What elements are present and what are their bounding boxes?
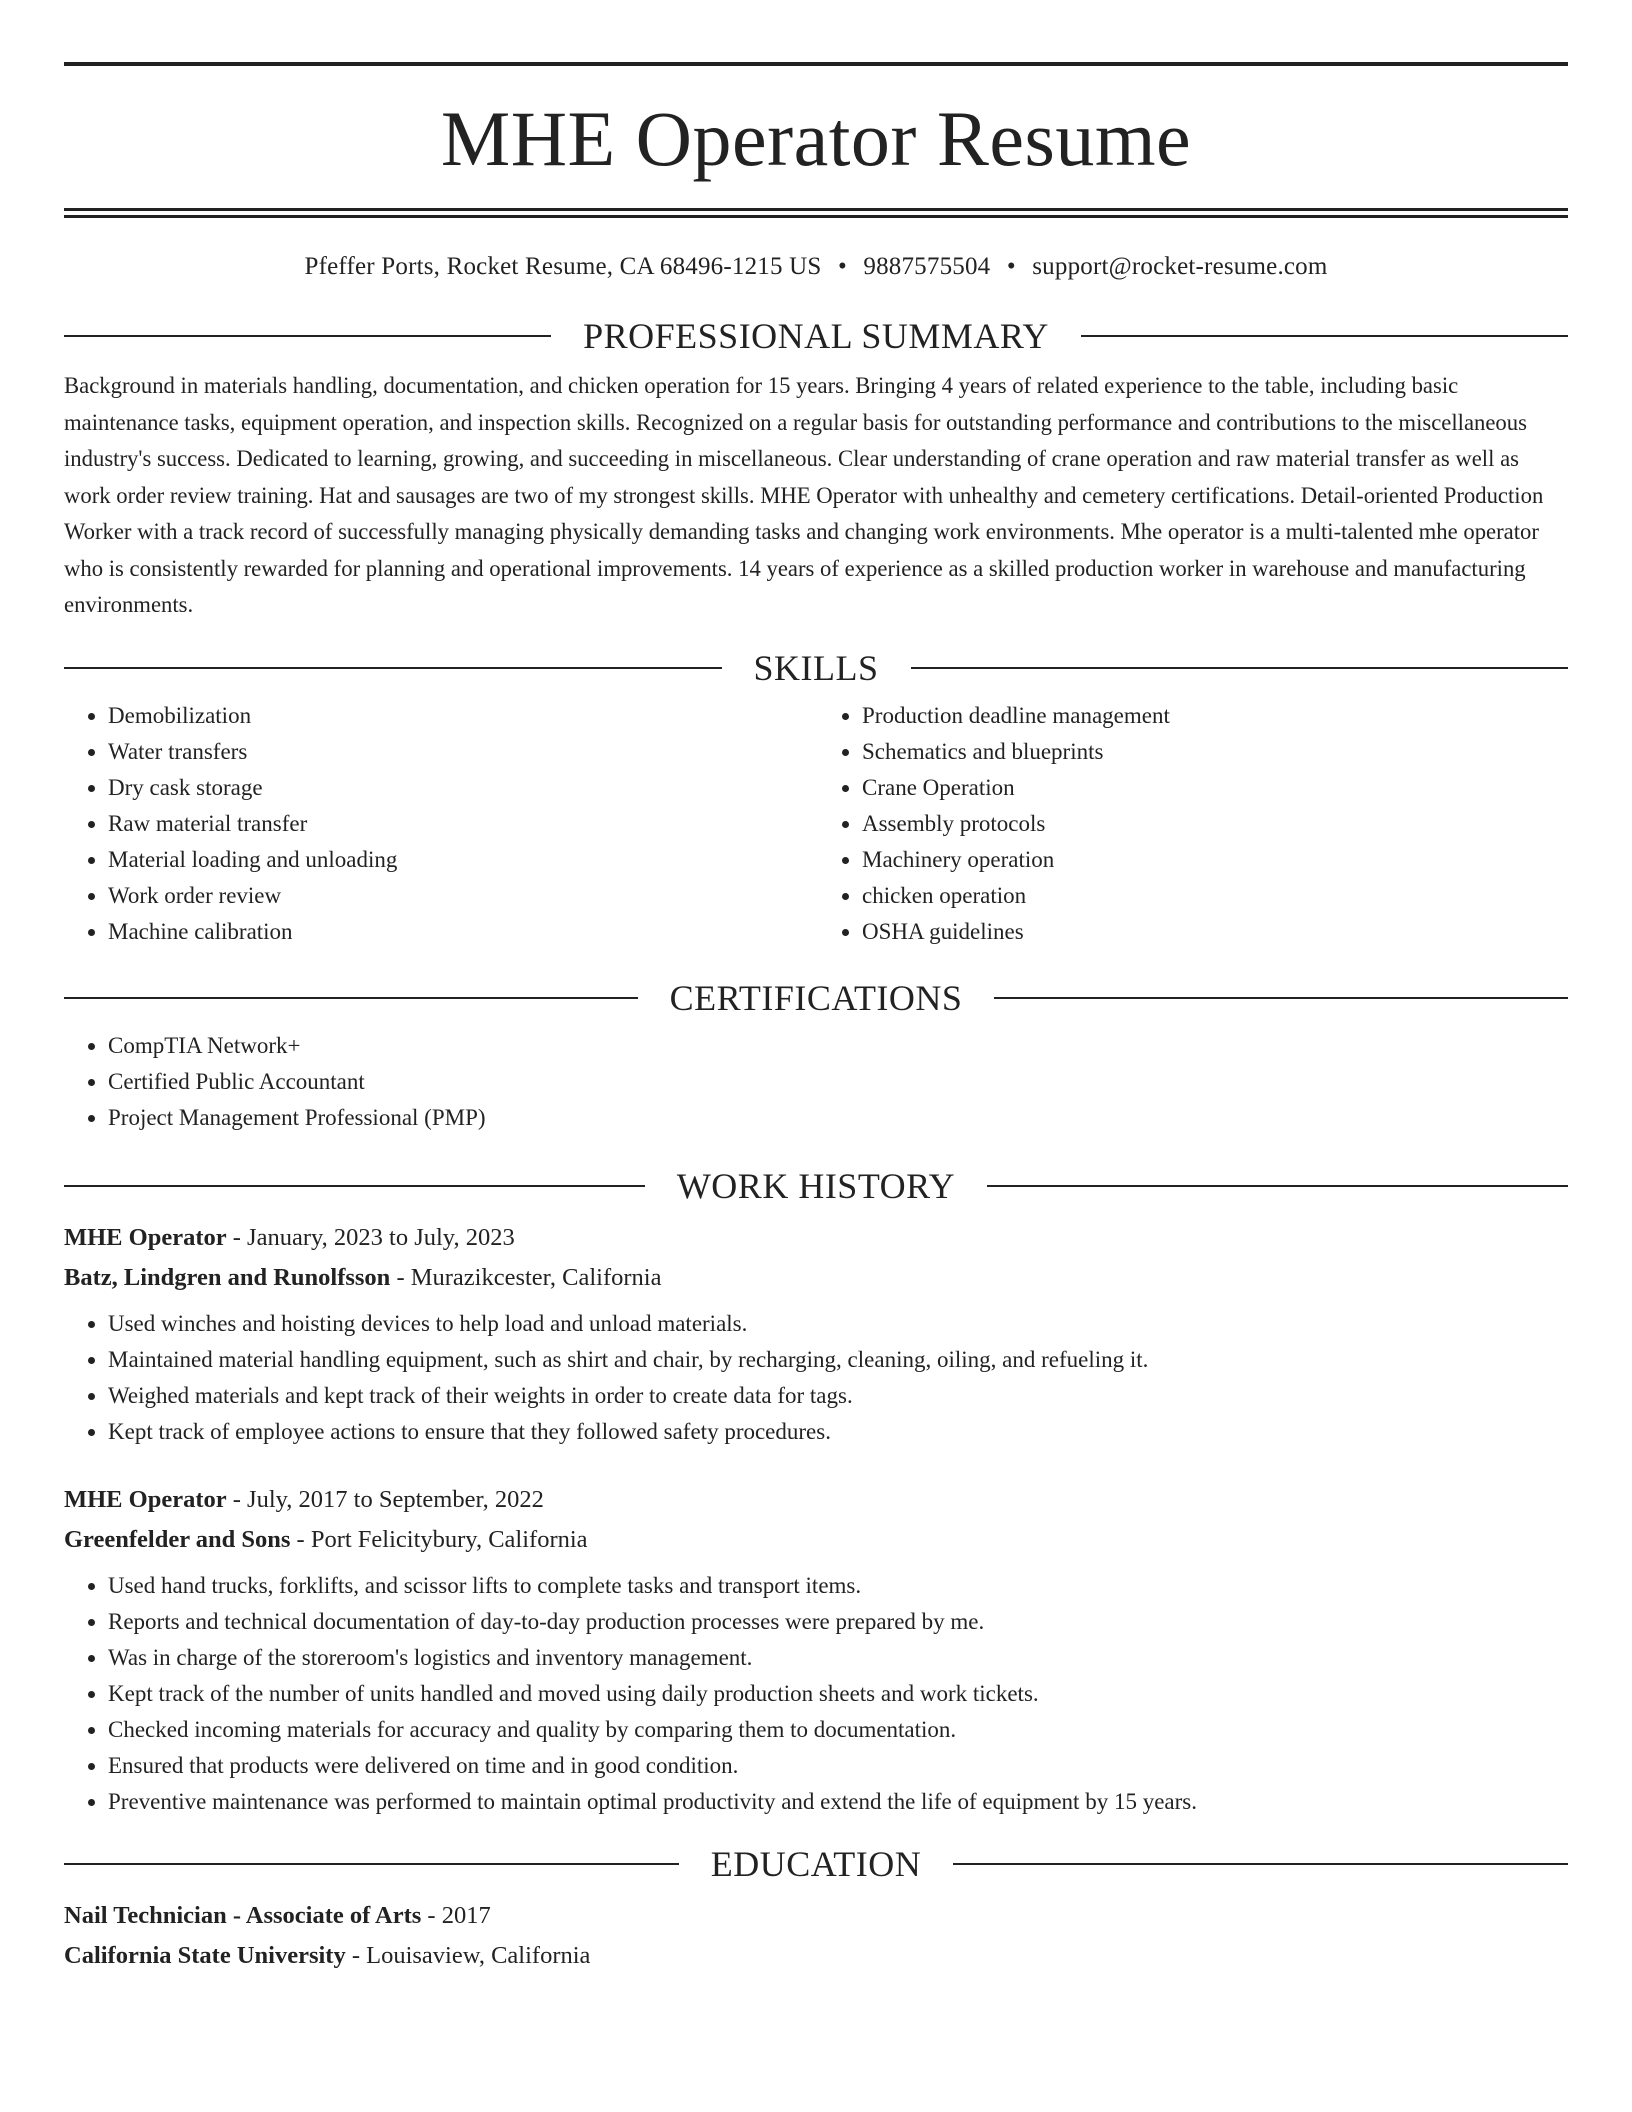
- skill-item: • Material loading and unloading: [108, 842, 816, 878]
- skill-item: • Crane Operation: [862, 770, 1568, 806]
- job-company: Greenfelder and Sons: [64, 1525, 291, 1553]
- skills-column-left: [64, 698, 816, 950]
- certifications-list: [64, 1028, 1568, 1136]
- top-rule: [64, 62, 1568, 66]
- job-entry: [64, 1218, 1568, 1450]
- heading-rule-right: [1081, 335, 1568, 337]
- heading-rule-right: [994, 997, 1568, 999]
- skill-item: • Production deadline management: [862, 698, 1568, 734]
- job-bullet: • Kept track of the number of units handled and moved using daily production sheets and work tickets.: [108, 1676, 1568, 1712]
- contact-email: support@rocket-resume.com: [1032, 253, 1328, 280]
- job-entry: [64, 1480, 1568, 1820]
- job-bullet: • Used winches and hoisting devices to help load and unload materials.: [108, 1306, 1568, 1342]
- skills-column-right: [816, 698, 1568, 950]
- skill-item: • chicken operation: [862, 878, 1568, 914]
- education-school: California State University: [64, 1941, 346, 1969]
- job-dates: - July, 2017 to September, 2022: [226, 1485, 544, 1513]
- contact-separator: •: [837, 253, 847, 280]
- job-title-line: [64, 1480, 1568, 1520]
- work-history-section-heading: [64, 1165, 1568, 1206]
- contact-separator: •: [1006, 253, 1016, 280]
- job-location: - Murazikcester, California: [390, 1263, 662, 1291]
- certification-item: • CompTIA Network+: [108, 1028, 1568, 1064]
- work-history-heading: WORK HISTORY: [676, 1165, 956, 1206]
- job-company-line: [64, 1520, 1568, 1560]
- heading-rule-left: [64, 1863, 679, 1865]
- education-location: - Louisaview, California: [345, 1941, 591, 1969]
- skills-heading: SKILLS: [753, 647, 879, 688]
- job-bullet: • Used hand trucks, forklifts, and scissor lifts to complete tasks and transport items.: [108, 1568, 1568, 1604]
- education-entry: [64, 1896, 1568, 1976]
- summary-text: Background in materials handling, documentation, and chicken operation for 15 years. Bringing 4 years of related experience to the table, including basic maintenance tasks, equipment operation, and inspection skills. Recognized on a regular basis for outstanding performance and contributions to the miscellaneous industry's success. Dedicated to learning, growing, and succeeding in miscellaneous. Clear understanding of crane operation and raw material transfer as well as work order review training. Hat and sausages are two of my strongest skills. MHE Operator with unhealthy and cemetery certifications. Detail-oriented Production Worker with a track record of successfully managing physically demanding tasks and changing work environments. Mhe operator is a multi-talented mhe operator who is consistently rewarded for planning and operational improvements. 14 years of experience as a skilled production worker in warehouse and manufacturing environments.: [64, 373, 1544, 617]
- certification-item: • Certified Public Accountant: [108, 1064, 1568, 1100]
- education-school-line: [64, 1936, 1568, 1976]
- skill-item: • Machinery operation: [862, 842, 1568, 878]
- skill-item: • Raw material transfer: [108, 806, 816, 842]
- certification-item: • Project Management Professional (PMP): [108, 1100, 1568, 1136]
- job-title: MHE Operator: [64, 1223, 227, 1251]
- skill-item: • Work order review: [108, 878, 816, 914]
- title-double-rule: [64, 208, 1568, 218]
- heading-rule-left: [64, 335, 551, 337]
- education-year: - 2017: [421, 1901, 491, 1929]
- certifications-section-heading: [64, 977, 1568, 1018]
- job-bullet: • Maintained material handling equipment, such as shirt and chair, by recharging, cleaning, oiling, and refueling it.: [108, 1342, 1568, 1378]
- heading-rule-left: [64, 997, 638, 999]
- job-bullet: • Ensured that products were delivered on time and in good condition.: [108, 1748, 1568, 1784]
- job-bullets: [64, 1568, 1568, 1820]
- summary-heading: PROFESSIONAL SUMMARY: [583, 316, 1049, 356]
- skills-section-heading: [64, 647, 1568, 688]
- job-bullet: • Kept track of employee actions to ensure that they followed safety procedures.: [108, 1414, 1568, 1450]
- certifications-heading: CERTIFICATIONS: [669, 977, 963, 1018]
- heading-rule-right: [987, 1185, 1568, 1187]
- skill-item: • Machine calibration: [108, 914, 816, 950]
- job-bullet: • Reports and technical documentation of day-to-day production processes were prepared by me.: [108, 1604, 1568, 1640]
- skill-item: • OSHA guidelines: [862, 914, 1568, 950]
- job-bullet: • Preventive maintenance was performed to maintain optimal productivity and extend the life of equipment by 15 years.: [108, 1784, 1568, 1820]
- job-bullet: • Was in charge of the storeroom's logistics and inventory management.: [108, 1640, 1568, 1676]
- resume-title: MHE Operator Resume: [440, 95, 1192, 182]
- skill-item: • Schematics and blueprints: [862, 734, 1568, 770]
- job-location: - Port Felicitybury, California: [290, 1525, 588, 1553]
- job-dates: - January, 2023 to July, 2023: [226, 1223, 515, 1251]
- skill-item: • Assembly protocols: [862, 806, 1568, 842]
- job-bullet: • Weighed materials and kept track of their weights in order to create data for tags.: [108, 1378, 1568, 1414]
- skill-item: • Dry cask storage: [108, 770, 816, 806]
- contact-phone: 9887575504: [863, 253, 991, 280]
- education-degree: Nail Technician - Associate of Arts: [64, 1901, 422, 1929]
- summary-section-heading: [64, 318, 1568, 354]
- job-company-line: [64, 1258, 1568, 1298]
- job-company: Batz, Lindgren and Runolfsson: [64, 1263, 391, 1291]
- education-section-heading: [64, 1843, 1568, 1884]
- skill-item: • Water transfers: [108, 734, 816, 770]
- heading-rule-left: [64, 667, 722, 669]
- contact-address: Pfeffer Ports, Rocket Resume, CA 68496-1215 US: [304, 253, 822, 280]
- job-title-line: [64, 1218, 1568, 1258]
- job-title: MHE Operator: [64, 1485, 227, 1513]
- contact-line: [64, 252, 1568, 282]
- job-bullets: [64, 1306, 1568, 1450]
- heading-rule-left: [64, 1185, 645, 1187]
- heading-rule-right: [953, 1863, 1568, 1865]
- education-heading: EDUCATION: [710, 1843, 922, 1884]
- heading-rule-right: [911, 667, 1569, 669]
- education-degree-line: [64, 1896, 1568, 1936]
- skills-list: [64, 698, 1568, 950]
- job-bullet: • Checked incoming materials for accuracy and quality by comparing them to documentation.: [108, 1712, 1568, 1748]
- skill-item: • Demobilization: [108, 698, 816, 734]
